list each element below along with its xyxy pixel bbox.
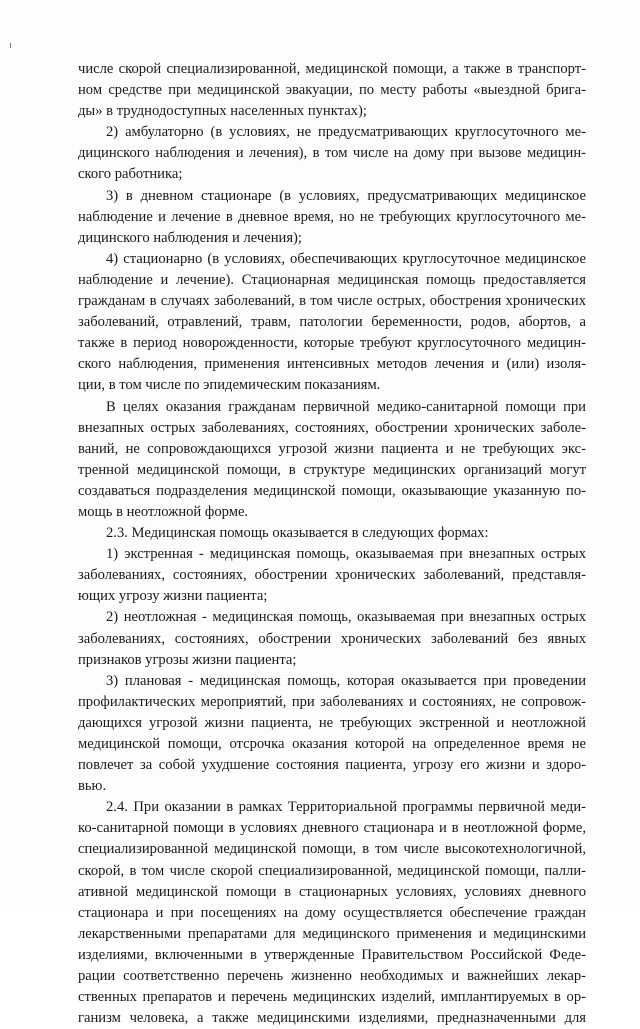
- text-line: 2.4. При оказании в рамках Территориальной программы первичной меди-: [106, 799, 586, 816]
- text-line: лекарственными препаратами для медицинского применения и медицинскими: [78, 925, 586, 942]
- text-line: ции, в том числе по эпидемическим показаниям.: [78, 377, 381, 394]
- text-line: рации соответственно перечень жизненно необходимых и важнейших лекар-: [78, 968, 586, 985]
- text-line: повлечет за собой ухудшение состояния пациента, угрозу его жизни и здоро-: [78, 757, 586, 774]
- text-line: дающихся угрозой жизни пациента, не требующих экстренной и неотложной: [78, 714, 586, 731]
- text-line: гражданам в случаях заболеваний, в том числе острых, обострения хронических: [78, 293, 586, 310]
- text-line: 2) амбулаторно (в условиях, не предусматривающих круглосуточного ме-: [106, 124, 586, 141]
- text-line: заболеваний, отравлений, травм, патологии беременности, родов, абортов, а: [78, 314, 586, 331]
- text-line: ативной медицинской помощи в стационарных условиях, условиях дневного: [78, 883, 586, 900]
- text-line: дицинского наблюдения и лечения), в том числе на дому при вызове медицин-: [78, 145, 586, 162]
- text-line: ющих угрозу жизни пациента;: [78, 588, 268, 605]
- text-line: ваний, не сопровождающихся угрозой жизни пациента и не требующих экс-: [78, 440, 586, 457]
- text-line: ственных препаратов и перечень медицинских изделий, имплантируемых в ор-: [78, 989, 586, 1006]
- text-line: также в период новорожденности, которые требуют круглосуточного медицин-: [78, 335, 586, 352]
- text-line: стационара и при посещениях на дому осуществляется обеспечение граждан: [78, 904, 586, 921]
- text-line: тренной медицинской помощи, в структуре медицинских организаций могут: [78, 461, 586, 478]
- text-line: заболеваниях, состояниях, обострении хронических заболеваний, представля-: [78, 567, 586, 584]
- text-line: 3) плановая - медицинская помощь, которая оказывается при проведении: [106, 672, 586, 689]
- text-line: заболеваниях, состояниях, обострении хронических заболеваний без явных: [78, 630, 586, 647]
- text-line: ганизм человека, а также медицинскими изделиями, предназначенными для: [78, 1010, 586, 1027]
- text-line: ды» в труднодоступных населенных пунктах);: [78, 103, 367, 120]
- text-line: скорой, в том числе скорой специализированной, медицинской помощи, палли-: [78, 862, 586, 879]
- text-line: 2) неотложная - медицинская помощь, оказываемая при внезапных острых: [106, 609, 586, 626]
- scan-mark: [10, 43, 11, 48]
- text-line: профилактических мероприятий, при заболеваниях и состояниях, не сопровож-: [78, 693, 586, 710]
- text-line: ского работника;: [78, 166, 183, 183]
- text-line: 4) стационарно (в условиях, обеспечивающих круглосуточное медицинское: [106, 250, 586, 267]
- text-line: дицинского наблюдения и лечения);: [78, 229, 302, 246]
- text-line: ном средстве при медицинской эвакуации, по месту работы «выездной брига-: [78, 82, 586, 99]
- text-line: наблюдение и лечение). Стационарная медицинская помощь предоставляется: [78, 271, 586, 288]
- text-line: медицинской помощи, отсрочка оказания которой на определенное время не: [78, 736, 586, 752]
- text-line: ко-санитарной помощи в условиях дневного стационара и в неотложной форме,: [78, 820, 586, 837]
- text-line: ского наблюдения, применения интенсивных методов лечения и (или) изоля-: [78, 356, 586, 373]
- text-line: создаваться подразделения медицинской помощи, оказывающие указанную по-: [78, 482, 586, 499]
- text-line: внезапных острых заболеваниях, состояниях, обострении хронических заболе-: [78, 419, 586, 436]
- text-line: числе скорой специализированной, медицинской помощи, а также в транспорт-: [78, 61, 586, 77]
- text-line: вью.: [78, 778, 107, 795]
- text-line: В целях оказания гражданам первичной медико-санитарной помощи при: [106, 398, 586, 415]
- text-line: специализированной медицинской помощи, в том числе высокотехнологичной,: [78, 841, 586, 858]
- text-line: 3) в дневном стационаре (в условиях, предусматривающих медицинское: [106, 187, 586, 204]
- section-heading: 2.3. Медицинская помощь оказывается в следующих формах:: [106, 525, 489, 542]
- text-line: наблюдение и лечение в дневное время, но не требующих круглосуточного ме-: [78, 208, 586, 225]
- text-line: мощь в неотложной форме.: [78, 503, 249, 520]
- text-line: 1) экстренная - медицинская помощь, оказываемая при внезапных острых: [106, 546, 586, 563]
- text-line: изделиями, включенными в утвержденные Правительством Российской Феде-: [78, 946, 586, 963]
- text-line: признаков угрозы жизни пациента;: [78, 651, 297, 668]
- document-body: [78, 59, 586, 1029]
